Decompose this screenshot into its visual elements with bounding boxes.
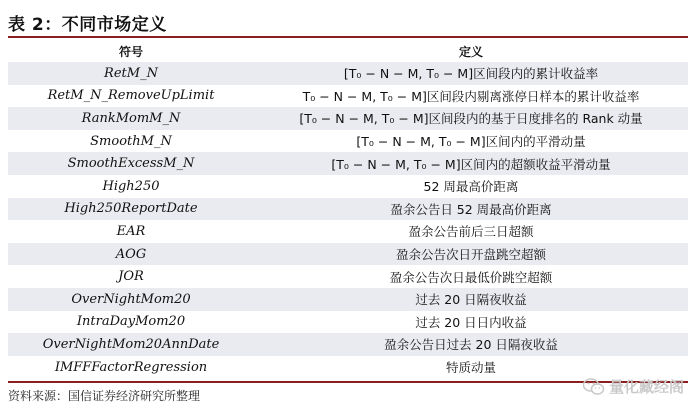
definition-cell: 盈余公告次日最低价跳空超额: [389, 269, 553, 285]
table-row: [8, 311, 688, 334]
table-row: [8, 333, 688, 356]
table-row: [8, 152, 688, 175]
symbol-cell: OverNightMom20AnnDate: [42, 336, 220, 352]
table-row: [8, 220, 688, 243]
definition-cell: 盈余公告日过去 20 日隔夜收益: [384, 337, 558, 353]
header-symbol: 符号: [118, 44, 143, 59]
definition-cell: 52 周最高价距离: [423, 179, 519, 195]
symbol-cell: SmoothM_N: [90, 133, 172, 149]
symbol-cell: SmoothExcessM_N: [67, 156, 195, 172]
symbol-cell: High250ReportDate: [64, 201, 198, 217]
watermark-text: 量化藏经阁: [608, 378, 684, 396]
watermark: [583, 376, 684, 397]
table-row: [8, 265, 688, 288]
table-row: [8, 175, 688, 198]
definition-cell: 盈余公告次日开盘跳空超额: [395, 247, 546, 263]
table-row: [8, 243, 688, 266]
definition-cell: [T₀ − N − M, T₀ − M]区间段内的累计收益率: [343, 66, 599, 82]
definition-cell: [T₀ − N − M, T₀ − M]区间段内的基于日度排名的 Rank 动量: [299, 111, 643, 127]
definition-cell: 盈余公告前后三日超额: [408, 224, 534, 240]
symbol-cell: IntraDayMom20: [76, 314, 186, 330]
definition-cell: [T₀ − N − M, T₀ − M]区间内的平滑动量: [356, 134, 586, 150]
definition-cell: 过去 20 日隔夜收益: [415, 292, 527, 308]
symbol-cell: JOR: [118, 269, 144, 285]
table-row: [8, 107, 688, 130]
table-row: [8, 288, 688, 311]
definition-cell: 过去 20 日日内收益: [415, 314, 527, 330]
symbol-cell: High250: [102, 178, 160, 194]
table-row: [8, 130, 688, 153]
symbol-cell: RetM_N_RemoveUpLimit: [47, 88, 215, 104]
symbol-cell: RetM_N: [104, 65, 158, 81]
wechat-icon: [583, 378, 605, 396]
table-row: [8, 198, 688, 221]
symbol-cell: OverNightMom20: [71, 291, 191, 307]
top-rule: [8, 36, 688, 38]
table-title: 表 2：不同市场定义: [8, 15, 167, 35]
definition-cell: T₀ − N − M, T₀ − M]区间段内剔离涨停日样本的累计收益率: [302, 88, 640, 104]
table-row: [8, 85, 688, 108]
definition-cell: [T₀ − N − M, T₀ − M]区间内的超额收益平滑动量: [331, 156, 611, 172]
definition-cell: 特质动量: [445, 360, 496, 376]
table-header: [8, 40, 688, 62]
table-body: [8, 62, 688, 378]
header-definition: 定义: [458, 44, 483, 59]
symbol-cell: EAR: [116, 223, 146, 239]
definition-cell: 盈余公告日 52 周最高价距离: [390, 201, 552, 217]
table-row: [8, 356, 688, 379]
symbol-cell: AOG: [115, 246, 147, 262]
table-row: [8, 62, 688, 85]
source-note: 资料来源：国信证券经济研究所整理: [8, 389, 201, 403]
symbol-cell: RankMomM_N: [81, 110, 181, 126]
symbol-cell: IMFFFactorRegression: [54, 359, 208, 375]
